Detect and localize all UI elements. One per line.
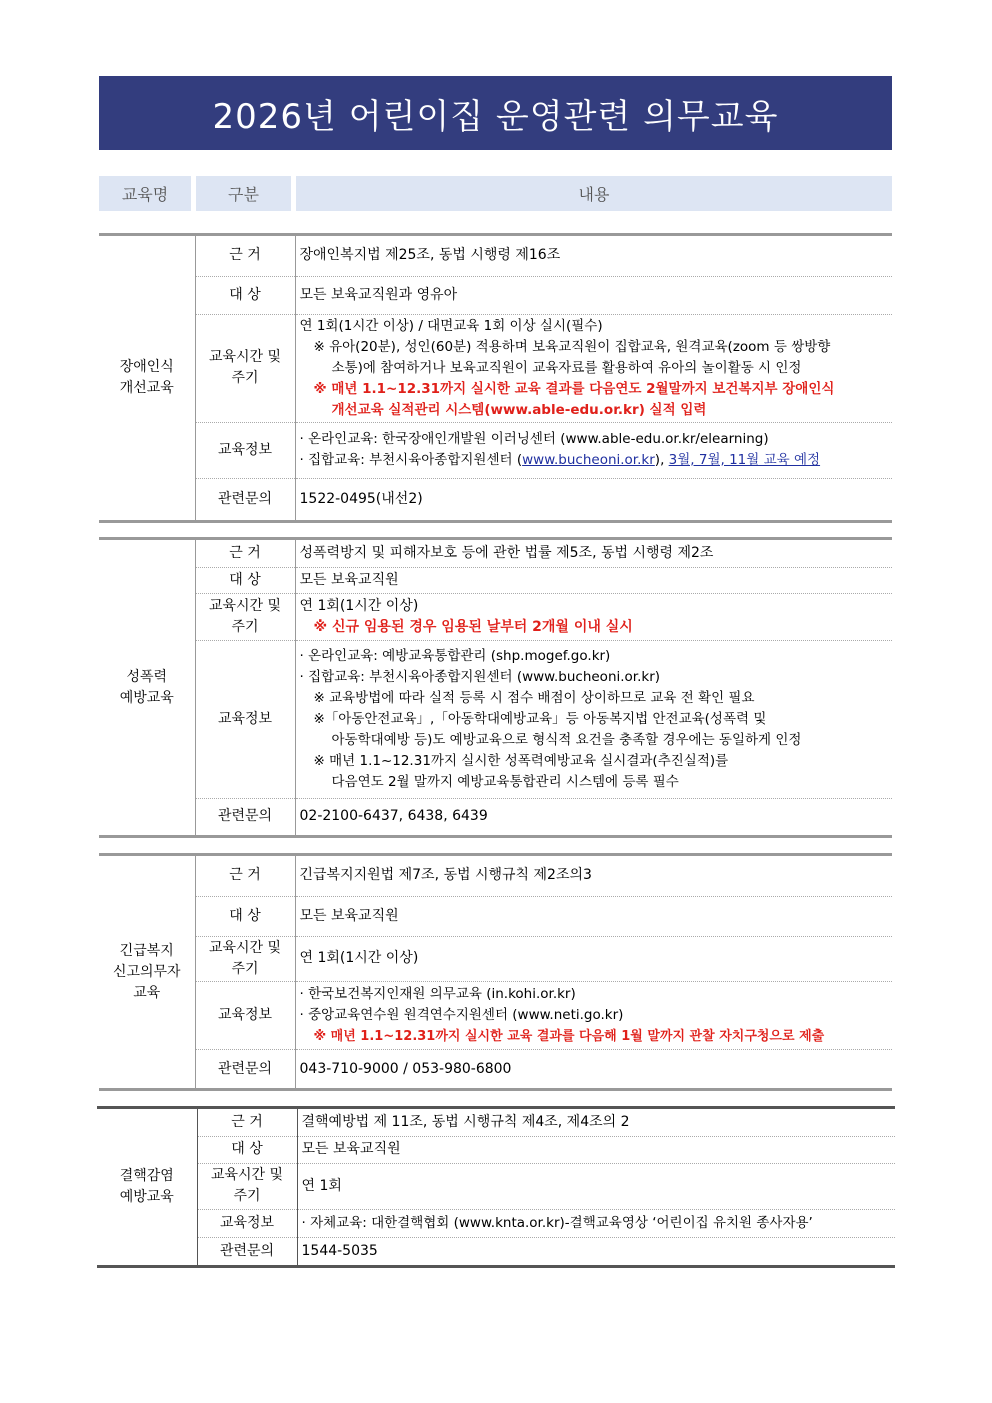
- time-red-note: ※ 신규 임용된 경우 임용된 날부터 2개월 이내 실시: [313, 618, 633, 635]
- info-red-note: ※ 매년 1.1~12.31까지 실시한 교육 결과를 다음해 1월 말까지 관찰 자치구청으로 제출: [313, 1029, 825, 1045]
- time-red-note: ※ 매년 1.1~12.31까지 실시한 교육 결과를 다음연도 2월말까지 보건복지부 장애인식: [313, 380, 835, 397]
- label-contact: 관련문의: [195, 478, 295, 520]
- label-target: 대 상: [197, 1137, 297, 1164]
- contact-text: 1522-0495(내선2): [295, 478, 892, 520]
- info-cell: [295, 422, 892, 478]
- course-name-line: 개선교육: [119, 380, 174, 396]
- target-text: 모든 보육교직원: [297, 1137, 895, 1164]
- course-name-line: 성폭력: [126, 668, 168, 685]
- info-line: · 중앙교육연수원 원격연수지원센터 (www.neti.go.kr): [299, 1007, 624, 1024]
- info-line: · 온라인교육: 한국장애인개발원 이러닝센터 (www.able-edu.or.kr/elearning): [299, 431, 769, 447]
- info-note: 다음연도 2월 말까지 예방교육통합관리 시스템에 등록 필수: [331, 773, 679, 790]
- basis-text: 긴급복지지원법 제7조, 동법 시행규칙 제2조의3: [299, 867, 592, 884]
- label-time: [195, 314, 295, 422]
- bucheoni-link[interactable]: www.bucheoni.or.kr: [522, 452, 655, 468]
- label-info: 교육정보: [195, 640, 295, 798]
- info-note: ※ 교육방법에 따라 실적 등록 시 점수 배점이 상이하므로 교육 전 확인 필요: [313, 689, 755, 706]
- info-cell: [295, 981, 892, 1050]
- section-disability-awareness: [99, 233, 892, 523]
- label-time-line: 교육시간 및: [208, 349, 282, 365]
- info-text: ),: [654, 452, 669, 468]
- time-note: 소통)에 참여하거나 보육교직원이 교육자료를 활용하여 유아의 놀이활동 시 인정: [331, 359, 802, 376]
- header-category: 구분: [196, 176, 291, 211]
- course-name-line: 신고의무자: [112, 963, 181, 980]
- info-note: ※ 매년 1.1~12.31까지 실시한 성폭력예방교육 실시결과(추진실적)를: [313, 752, 729, 769]
- label-time: [197, 1163, 297, 1210]
- header-course-name: 교육명: [99, 176, 191, 211]
- course-name-cell: [99, 236, 195, 520]
- course-name-cell: [99, 856, 195, 1088]
- label-time-line: 주기: [231, 960, 259, 977]
- label-time-line: 교육시간 및: [208, 939, 282, 956]
- label-basis: 근 거: [195, 856, 295, 896]
- course-name-cell: [97, 1109, 197, 1265]
- course-name-line: 긴급복지: [119, 942, 174, 959]
- info-line: · 한국보건복지인재원 의무교육 (in.kohi.or.kr): [299, 986, 576, 1003]
- target-text: 모든 보육교직원: [295, 568, 892, 594]
- page-title: 2026년 어린이집 운영관련 의무교육: [99, 76, 892, 150]
- label-time-line: 주기: [233, 1188, 261, 1205]
- label-info: 교육정보: [195, 422, 295, 478]
- label-time-line: 주기: [231, 618, 259, 635]
- target-text: 모든 보육교직원과 영유아: [295, 276, 892, 314]
- basis-text: 성폭력방지 및 피해자보호 등에 관한 법률 제5조, 동법 시행령 제2조: [299, 545, 714, 562]
- label-time: [195, 593, 295, 640]
- info-text: · 집합교육: 부천시육아종합지원센터 (: [299, 452, 523, 468]
- time-line: 연 1회(1시간 이상): [299, 597, 419, 614]
- time-text: 연 1회(1시간 이상): [295, 936, 892, 981]
- time-text: 연 1회: [297, 1163, 895, 1210]
- header-content: 내용: [296, 176, 892, 211]
- info-line: · 온라인교육: 예방교육통합관리 (shp.mogef.go.kr): [299, 647, 611, 664]
- section-tuberculosis-prevention: [97, 1106, 895, 1268]
- label-info: 교육정보: [197, 1210, 297, 1238]
- time-line: 연 1회(1시간 이상) / 대면교육 1회 이상 실시(필수): [299, 317, 603, 334]
- label-contact: 관련문의: [197, 1237, 297, 1265]
- section-sexual-violence-prevention: [99, 537, 892, 838]
- label-time: [195, 936, 295, 981]
- label-target: 대 상: [195, 896, 295, 936]
- course-name-cell: [99, 540, 195, 835]
- schedule-link[interactable]: 3월, 7월, 11월 교육 예정: [668, 452, 821, 468]
- time-cell: [295, 593, 892, 640]
- label-contact: 관련문의: [195, 798, 295, 835]
- label-time-line: 교육시간 및: [210, 1167, 284, 1184]
- info-cell: [295, 640, 892, 798]
- info-note: 아동학대예방 등)도 예방교육으로 형식적 요건을 충족할 경우에는 동일하게 인정: [331, 731, 802, 748]
- time-cell: [295, 314, 892, 422]
- info-note: ※「아동안전교육」,「아동학대예방교육」등 아동복지법 안전교육(성폭력 및: [313, 710, 767, 727]
- contact-text: 02-2100-6437, 6438, 6439: [295, 798, 892, 835]
- course-name-line: 교육: [133, 984, 161, 1001]
- basis-text: 결핵예방법 제 11조, 동법 시행규칙 제4조, 제4조의 2: [301, 1114, 630, 1130]
- label-contact: 관련문의: [195, 1050, 295, 1088]
- label-target: 대 상: [195, 276, 295, 314]
- info-line: · 집합교육: 부천시육아종합지원센터 (www.bucheoni.or.kr): [299, 668, 661, 685]
- time-note: ※ 유아(20분), 성인(60분) 적용하며 보육교직원이 집합교육, 원격교육(zoom 등 쌍방향: [313, 338, 831, 355]
- course-name-line: 장애인식: [119, 359, 174, 375]
- label-time-line: 주기: [231, 370, 259, 386]
- label-target: 대 상: [195, 568, 295, 594]
- target-text: 모든 보육교직원: [295, 896, 892, 936]
- section-emergency-welfare-reporting: [99, 853, 892, 1091]
- time-red-note: 개선교육 실적관리 시스템(www.able-edu.or.kr) 실적 입력: [331, 401, 707, 418]
- label-basis: 근 거: [195, 540, 295, 568]
- course-name-line: 예방교육: [119, 689, 174, 706]
- info-line: · 자체교육: 대한결핵협회 (www.knta.or.kr)-결핵교육영상 ‘어린이집 유치원 종사자용’: [297, 1210, 895, 1238]
- course-name-line: 결핵감염: [119, 1168, 174, 1184]
- info-line: [300, 450, 889, 471]
- basis-text: 장애인복지법 제25조, 동법 시행령 제16조: [299, 247, 561, 264]
- course-name-line: 예방교육: [119, 1189, 174, 1205]
- label-basis: 근 거: [197, 1109, 297, 1137]
- contact-text: 1544-5035: [297, 1237, 895, 1265]
- label-time-line: 교육시간 및: [208, 597, 282, 614]
- contact-text: 043-710-9000 / 053-980-6800: [295, 1050, 892, 1088]
- label-info: 교육정보: [195, 981, 295, 1050]
- label-basis: 근 거: [195, 236, 295, 276]
